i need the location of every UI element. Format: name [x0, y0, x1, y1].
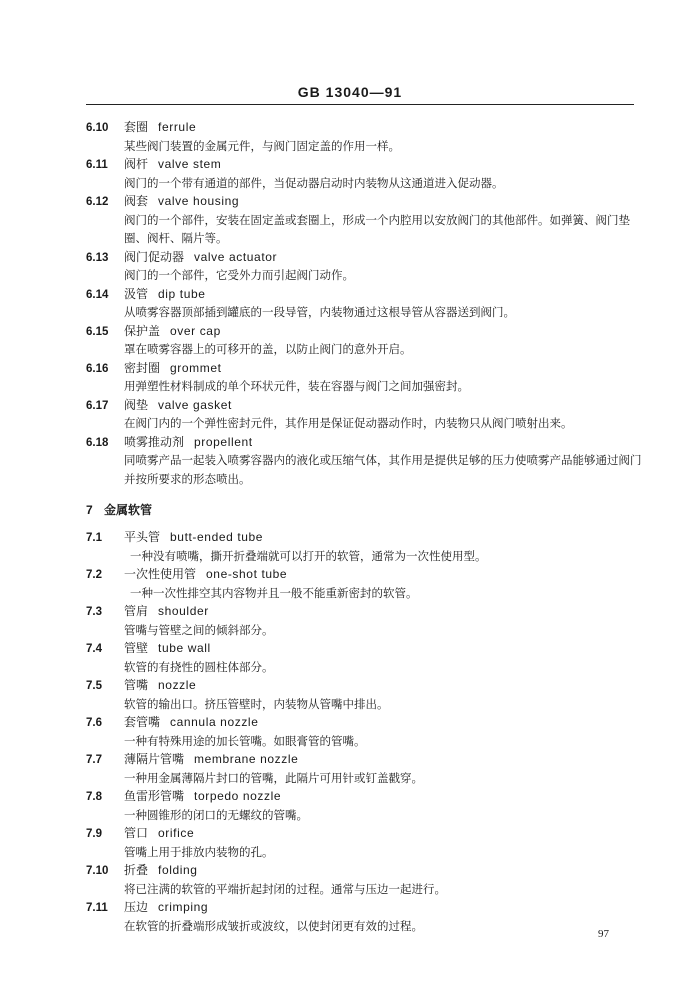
term-chinese: 管口	[124, 826, 149, 840]
term-number: 7.8	[86, 791, 102, 803]
term-number: 7.9	[86, 828, 102, 840]
term-number: 6.16	[86, 362, 109, 375]
term-definition: 在阀门内的一个弹性密封元件，其作用是保证促动器动作时，内装物只从阀门喷射出来。	[124, 416, 573, 430]
term-definition: 一种用金属薄隔片封口的管嘴，此隔片可用针或钉盖戳穿。	[124, 770, 423, 785]
term-definition: 软管的输出口。挤压管壁时，内装物从管嘴中排出。	[124, 696, 389, 711]
term-chinese: 折叠	[124, 863, 149, 877]
term-chinese: 薄隔片管嘴	[124, 752, 185, 766]
term-definition: 同喷雾产品一起装入喷雾容器内的液化或压缩气体，其作用是提供足够的压力使喷雾产品能够通过阀门并按所要求的形态喷出。	[124, 453, 642, 486]
page-number: 97	[598, 928, 609, 940]
section-title: 金属软管	[104, 503, 153, 517]
term-chinese: 平头管	[124, 530, 161, 544]
term-english: cannula nozzle	[170, 715, 259, 729]
term-english: butt-ended tube	[170, 530, 264, 544]
term-entry-6-18	[86, 433, 646, 489]
term-entry-6-13	[86, 248, 646, 285]
term-english: grommet	[170, 360, 222, 375]
term-entry-6-17	[86, 396, 646, 433]
term-chinese: 阀垫	[124, 397, 149, 412]
term-entry-7-8	[86, 787, 646, 824]
term-number: 6.11	[86, 159, 108, 171]
term-definition: 管嘴上用于排放内装物的孔。	[124, 844, 274, 859]
term-chinese: 鱼雷形管嘴	[124, 789, 185, 803]
term-number: 6.12	[86, 196, 109, 208]
term-entry-6-11	[86, 155, 646, 192]
term-chinese: 喷雾推动剂	[124, 434, 185, 449]
term-english: shoulder	[158, 604, 209, 618]
term-chinese: 一次性使用管	[124, 567, 197, 581]
term-english: one-shot tube	[206, 567, 288, 581]
term-number: 6.14	[86, 288, 109, 301]
document-body	[86, 118, 646, 935]
term-english: dip tube	[158, 286, 206, 301]
term-definition: 阀门的一个带有通道的部件，当促动器启动时内装物从这通道进入促动器。	[124, 175, 504, 190]
term-english: over cap	[170, 323, 221, 338]
term-english: nozzle	[158, 678, 197, 692]
term-definition: 阀门的一个部件，它受外力而引起阀门动作。	[124, 268, 354, 282]
term-number: 6.18	[86, 436, 109, 449]
term-number: 7.5	[86, 680, 102, 692]
term-english: valve gasket	[158, 397, 232, 412]
term-number: 7.11	[86, 902, 108, 914]
term-entry-7-10	[86, 861, 646, 898]
term-english: propellent	[194, 434, 253, 449]
term-number: 6.17	[86, 399, 109, 412]
term-english: membrane nozzle	[194, 752, 299, 766]
term-number: 6.15	[86, 325, 109, 338]
term-definition: 将已注满的软管的平端折起封闭的过程。通常与压边一起进行。	[124, 881, 446, 896]
term-entry-7-9	[86, 824, 646, 861]
term-english: valve housing	[158, 194, 240, 208]
term-chinese: 密封圈	[124, 360, 161, 375]
term-entry-6-16	[86, 359, 646, 396]
term-chinese: 管肩	[124, 604, 149, 618]
section-heading-7	[86, 500, 646, 520]
term-entry-7-4	[86, 639, 646, 676]
term-definition: 软管的有挠性的圆柱体部分。	[124, 659, 274, 674]
term-number: 7.3	[86, 606, 102, 618]
term-definition: 阀门的一个部件，安装在固定盖或套圈上，形成一个内腔用以安放阀门的其他部件。如弹簧、阀门垫圈、阀杆、隔片等。	[124, 212, 630, 245]
term-chinese: 管壁	[124, 641, 149, 655]
term-number: 7.7	[86, 754, 102, 766]
term-number: 6.13	[86, 251, 109, 264]
term-entry-7-5	[86, 676, 646, 713]
term-definition: 一种有特殊用途的加长管嘴。如眼膏管的管嘴。	[124, 733, 366, 748]
term-english: valve actuator	[194, 249, 278, 264]
term-entry-7-11	[86, 898, 646, 935]
standard-code-header: GB 13040—91	[297, 84, 403, 100]
term-english: ferrule	[158, 120, 197, 134]
term-chinese: 套圈	[124, 120, 149, 134]
term-entry-7-6	[86, 713, 646, 750]
term-chinese: 保护盖	[124, 323, 161, 338]
term-entry-6-14	[86, 285, 646, 322]
term-definition: 罩在喷雾容器上的可移开的盖，以防止阀门的意外开启。	[124, 342, 412, 356]
term-chinese: 阀套	[124, 194, 149, 208]
section-number: 7	[86, 503, 93, 517]
term-definition: 用弹塑性材料制成的单个环状元件，装在容器与阀门之间加强密封。	[124, 379, 469, 393]
term-definition: 从喷雾容器顶部插到罐底的一段导管，内装物通过这根导管从容器送到阀门。	[124, 305, 515, 319]
term-number: 7.4	[86, 643, 102, 655]
term-definition: 一种没有喷嘴，撕开折叠端就可以打开的软管，通常为一次性使用型。	[130, 548, 487, 563]
term-english: valve stem	[158, 157, 222, 171]
term-entry-7-2	[86, 565, 646, 602]
term-english: orifice	[158, 826, 195, 840]
term-entry-6-10	[86, 118, 646, 155]
term-entry-6-15	[86, 322, 646, 359]
term-chinese: 套管嘴	[124, 715, 161, 729]
term-number: 7.6	[86, 717, 102, 729]
term-definition: 某些阀门装置的金属元件，与阀门固定盖的作用一样。	[124, 138, 400, 153]
term-definition: 管嘴与管壁之间的倾斜部分。	[124, 622, 274, 637]
term-english: folding	[158, 863, 198, 877]
term-number: 6.10	[86, 122, 109, 134]
term-definition: 一种一次性排空其内容物并且一般不能重新密封的软管。	[130, 585, 418, 600]
term-number: 7.10	[86, 865, 109, 877]
term-entry-7-1	[86, 528, 646, 565]
term-chinese: 阀杆	[124, 157, 149, 171]
term-chinese: 阀门促动器	[124, 249, 185, 264]
term-entry-6-12	[86, 192, 646, 248]
term-definition: 一种圆锥形的闭口的无螺纹的管嘴。	[124, 807, 308, 822]
term-number: 7.2	[86, 569, 102, 581]
term-entry-7-7	[86, 750, 646, 787]
term-definition: 在软管的折叠端形成皱折或波纹，以使封闭更有效的过程。	[124, 918, 423, 933]
term-chinese: 汲管	[124, 286, 149, 301]
term-chinese: 管嘴	[124, 678, 149, 692]
term-number: 7.1	[86, 532, 102, 544]
term-english: tube wall	[158, 641, 211, 655]
term-english: crimping	[158, 900, 209, 914]
header-rule	[86, 104, 634, 105]
term-entry-7-3	[86, 602, 646, 639]
term-english: torpedo nozzle	[194, 789, 282, 803]
term-chinese: 压边	[124, 900, 149, 914]
